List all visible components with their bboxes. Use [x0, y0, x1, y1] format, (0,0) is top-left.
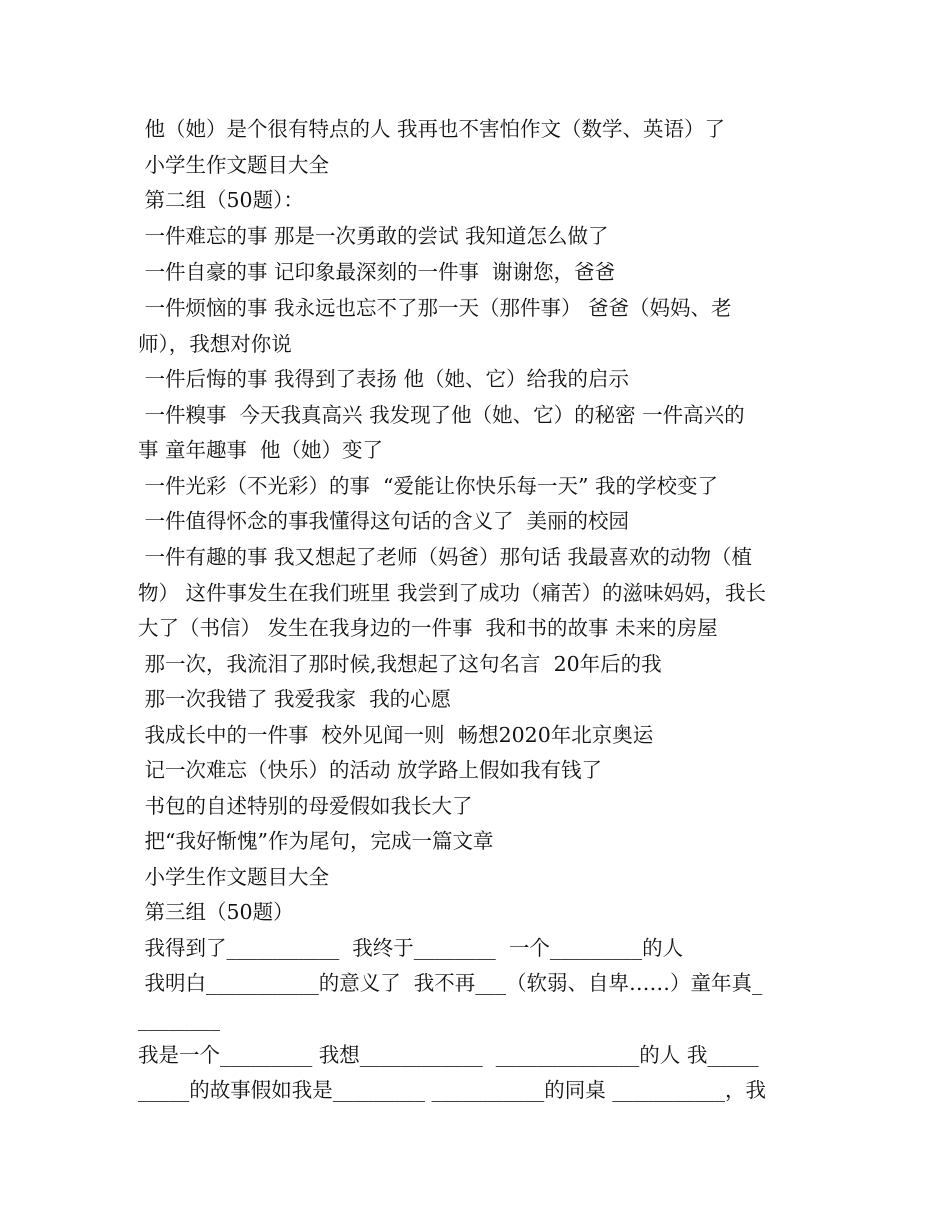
text-line-24: 我得到了___________ 我终于________ 一个_________的人	[138, 936, 684, 960]
text-line-28: _____的故事假如我是_________ ___________的同桌 ___________，我	[138, 1078, 767, 1102]
text-line-27: 我是一个_________ 我想____________ ______________的人 我_____	[138, 1043, 759, 1067]
text-line-23: 第三组（50题）	[138, 900, 294, 924]
text-line-14: 物） 这件事发生在我们班里 我尝到了成功（痛苦）的滋味妈妈，我长	[138, 581, 767, 605]
text-line-15: 大了（书信） 发生在我身边的一件事 我和书的故事 未来的房屋	[138, 616, 718, 640]
text-line-16: 那一次，我流泪了那时候,我想起了这句名言 20年后的我	[138, 652, 662, 676]
text-line-22: 小学生作文题目大全	[138, 865, 330, 889]
text-line-10: 事 童年趣事 他（她）变了	[138, 438, 384, 462]
text-line-13: 一件有趣的事 我又想起了老师（妈爸）那句话 我最喜欢的动物（植	[138, 545, 753, 569]
text-line-17: 那一次我错了 我爱我家 我的心愿	[138, 687, 452, 711]
text-line-4: 一件难忘的事 那是一次勇敢的尝试 我知道怎么做了	[138, 224, 609, 248]
text-line-5: 一件自豪的事 记印象最深刻的一件事 谢谢您，爸爸	[138, 260, 616, 284]
text-line-2: 小学生作文题目大全	[138, 153, 330, 177]
text-line-7: 师），我想对你说	[138, 332, 292, 356]
text-line-26: ________	[138, 1007, 220, 1031]
text-line-19: 记一次难忘（快乐）的活动 放学路上假如我有钱了	[138, 758, 603, 782]
text-line-9: 一件糗事 今天我真高兴 我发现了他（她、它）的秘密 一件高兴的	[138, 403, 745, 427]
text-line-1: 他（她）是个很有特点的人 我再也不害怕作文（数学、英语）了	[138, 117, 726, 141]
text-line-25: 我明白___________的意义了 我不再___（软弱、自卑……）童年真_	[138, 971, 763, 995]
text-line-8: 一件后悔的事 我得到了表扬 他（她、它）给我的启示	[138, 367, 630, 391]
text-line-18: 我成长中的一件事 校外见闻一则 畅想2020年北京奥运	[138, 723, 654, 747]
text-line-3: 第二组（50题）：	[138, 188, 304, 212]
text-line-6: 一件烦恼的事 我永远也忘不了那一天（那件事） 爸爸（妈妈、老	[138, 296, 732, 320]
text-line-12: 一件值得怀念的事我懂得这句话的含义了 美丽的校园	[138, 509, 630, 533]
text-line-11: 一件光彩（不光彩）的事 “爱能让你快乐每一天” 我的学校变了	[138, 474, 719, 498]
text-line-21: 把“我好惭愧”作为尾句，完成一篇文章	[138, 829, 494, 853]
text-line-20: 书包的自述特别的母爱假如我长大了	[138, 794, 473, 818]
